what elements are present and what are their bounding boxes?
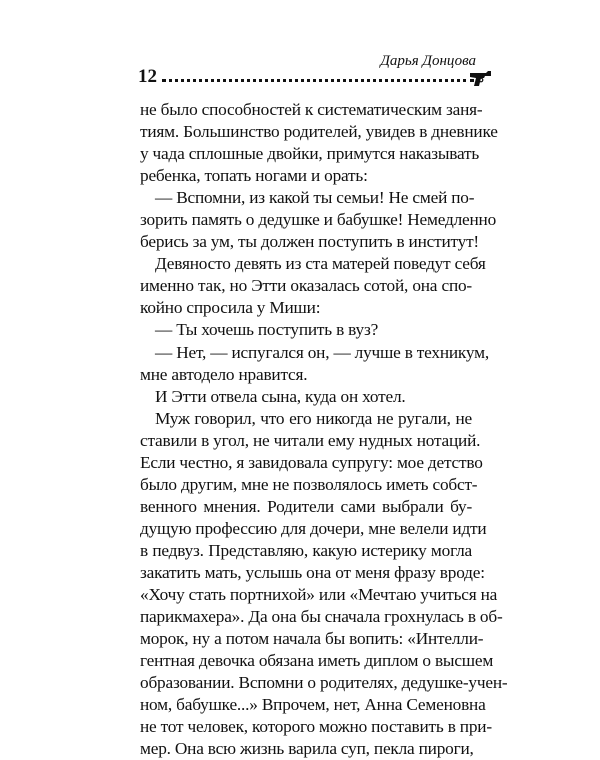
text-line: ном, бабушке...» Впрочем, нет, Анна Семеновна: [140, 695, 486, 715]
text-line: ребенка, топать ногами и орать:: [140, 166, 368, 186]
text-line: И Этти отвела сына, куда он хотел.: [155, 386, 406, 406]
text-line: «Хочу стать портнихой» или «Мечтаю учиться на: [140, 585, 498, 605]
text-line: было другим, мне не позволялось иметь собст-: [140, 474, 478, 494]
text-line: — Ты хочешь поступить в вуз?: [155, 320, 379, 340]
page-number: 12: [138, 66, 157, 87]
text-line: парикмахера». Да она бы сначала грохнулась в об-: [140, 607, 503, 627]
text-line: у чада сплошные двойки, примутся наказывать: [140, 144, 480, 164]
text-line: ставили в угол, не читали ему нудных нотаций.: [140, 430, 481, 450]
text-line: тиям. Большинство родителей, увидев в дневнике: [140, 122, 498, 142]
text-line: дущую профессию для дочери, мне велели идти: [140, 518, 487, 538]
text-line: закатить мать, услышь она от меня фразу вроде:: [140, 562, 485, 582]
text-line: Если честно, я завидовала супругу: мое детство: [140, 452, 483, 472]
text-line: не тот человек, которого можно поставить в при-: [140, 717, 492, 737]
text-line: образовании. Вспомни о родителях, дедушке-учен-: [140, 673, 508, 693]
text-line: не было способностей к систематическим заня-: [140, 100, 483, 119]
text-line: именно так, но Этти оказалась сотой, она спо-: [140, 276, 472, 296]
author-name: Дарья Донцова: [380, 53, 476, 69]
text-line: мер. Она всю жизнь варила суп, пекла пироги,: [140, 739, 474, 759]
text-line: зорить память о дедушке и бабушке! Немедленно: [140, 210, 497, 230]
running-head: [138, 52, 486, 92]
text-line: морок, ну а потом начала бы вопить: «Интелли-: [140, 629, 484, 649]
body-text: [140, 99, 508, 760]
text-line: берись за ум, ты должен поступить в институт!: [140, 232, 479, 252]
dotted-rule: [162, 79, 474, 82]
text-line: — Нет, — испугался он, — лучше в техникум,: [155, 342, 489, 362]
text-line: гентная девочка обязана иметь диплом о высшем: [140, 651, 494, 671]
text-line: мне автодело нравится.: [140, 364, 308, 384]
text-line: Девяносто девять из ста матерей поведут себя: [155, 254, 486, 274]
pistol-icon: [470, 70, 492, 88]
text-line: венного мнения. Родители сами выбрали бу-: [140, 496, 472, 516]
text-line: Муж говорил, что его никогда не ругали, не: [155, 408, 472, 428]
text-line: в педвуз. Представляю, какую истерику могла: [140, 540, 472, 560]
text-line: койно спросила у Миши:: [140, 298, 321, 318]
text-line: — Вспомни, из какой ты семьи! Не смей по-: [155, 188, 475, 208]
